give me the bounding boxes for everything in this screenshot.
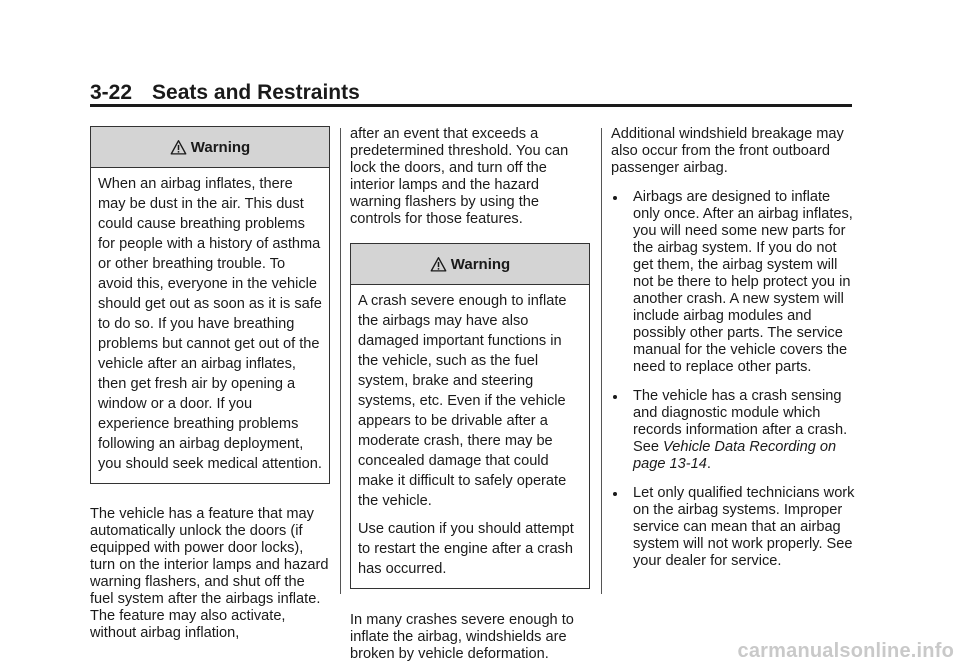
- column-2: [350, 126, 590, 663]
- list-item: [611, 388, 855, 473]
- warning-paragraph: A crash severe enough to inflate the airbags may have also damaged important functions in the vehicle, such as the fuel system, brake and steering systems, etc. Even if the vehicle appears to be drivable after a moderate crash, there may be concealed damage that could make it difficult to safely operate the vehicle.: [358, 293, 567, 509]
- body-paragraph: after an event that exceeds a predetermined threshold. You can lock the doors, and turn off the interior lamps and the hazard warning flashers by using the controls for those features.: [350, 126, 569, 227]
- warning-icon: [430, 256, 447, 273]
- column-divider: [601, 128, 602, 594]
- list-item: [611, 485, 855, 570]
- section-title: Seats and Restraints: [152, 81, 360, 104]
- column-divider: [340, 128, 341, 594]
- bullet-list: [611, 189, 855, 570]
- warning-paragraph: Use caution if you should attempt to restart the engine after a crash has occurred.: [358, 521, 574, 577]
- warning-title: Warning: [450, 255, 511, 273]
- intro-paragraph: Additional windshield breakage may also occur from the front outboard passenger airbag.: [611, 126, 844, 176]
- warning-icon: [170, 139, 187, 156]
- cross-reference: Vehicle Data Recording on page 13-14: [633, 439, 837, 472]
- page-number: 3-22: [90, 81, 133, 104]
- list-item-suffix: .: [706, 456, 711, 472]
- body-paragraph: In many crashes severe enough to inflate the airbag, windshields are broken by vehicle deformation.: [350, 612, 574, 662]
- list-item-text: Airbags are designed to inflate only once. After an airbag inflates, you will need some new parts for the airbag system. If you do not get them, the airbag system will not be there to help protect you in another crash. A new system will include airbag modules and possibly other parts. The service manual for the vehicle covers the need to replace other parts.: [633, 189, 853, 375]
- body-paragraph: The vehicle has a feature that may automatically unlock the doors (if equipped with power door locks), turn on the interior lamps and hazard warning flashers, and shut off the fuel system after the airbags inflate. The feature may also activate, without airbag inflation,: [90, 506, 329, 641]
- warning-body: [91, 168, 329, 483]
- bullet-icon: [613, 492, 617, 496]
- page-header: [90, 80, 852, 106]
- list-item-text: Let only qualified technicians work on the airbag systems. Improper service can mean that an airbag system will not work properly. See your dealer for service.: [633, 485, 855, 569]
- header-rule: [90, 104, 852, 107]
- column-3: [611, 126, 855, 582]
- watermark: carmanualsonline.info: [737, 640, 954, 662]
- warning-header: [91, 127, 329, 168]
- warning-box-dust: [90, 126, 330, 484]
- bullet-icon: [613, 395, 617, 399]
- list-item-text: The vehicle has a crash sensing and diagnostic module which records information after a crash. See: [633, 388, 848, 455]
- column-1: [90, 126, 330, 642]
- warning-paragraph: When an airbag inflates, there may be dust in the air. This dust could cause breathing problems for people with a history of asthma or other breathing trouble. To avoid this, everyone in the vehicle should get out as soon as it is safe to do so. If you have breathing problems but cannot get out of the vehicle after an airbag inflates, then get fresh air by opening a window or a door. If you experience breathing problems following an airbag deployment, you should seek medical attention.: [98, 176, 322, 472]
- warning-body: [351, 285, 589, 588]
- warning-header: [351, 244, 589, 285]
- list-item: [611, 189, 855, 376]
- bullet-icon: [613, 196, 617, 200]
- warning-box-crash: [350, 243, 590, 589]
- warning-title: Warning: [190, 138, 251, 156]
